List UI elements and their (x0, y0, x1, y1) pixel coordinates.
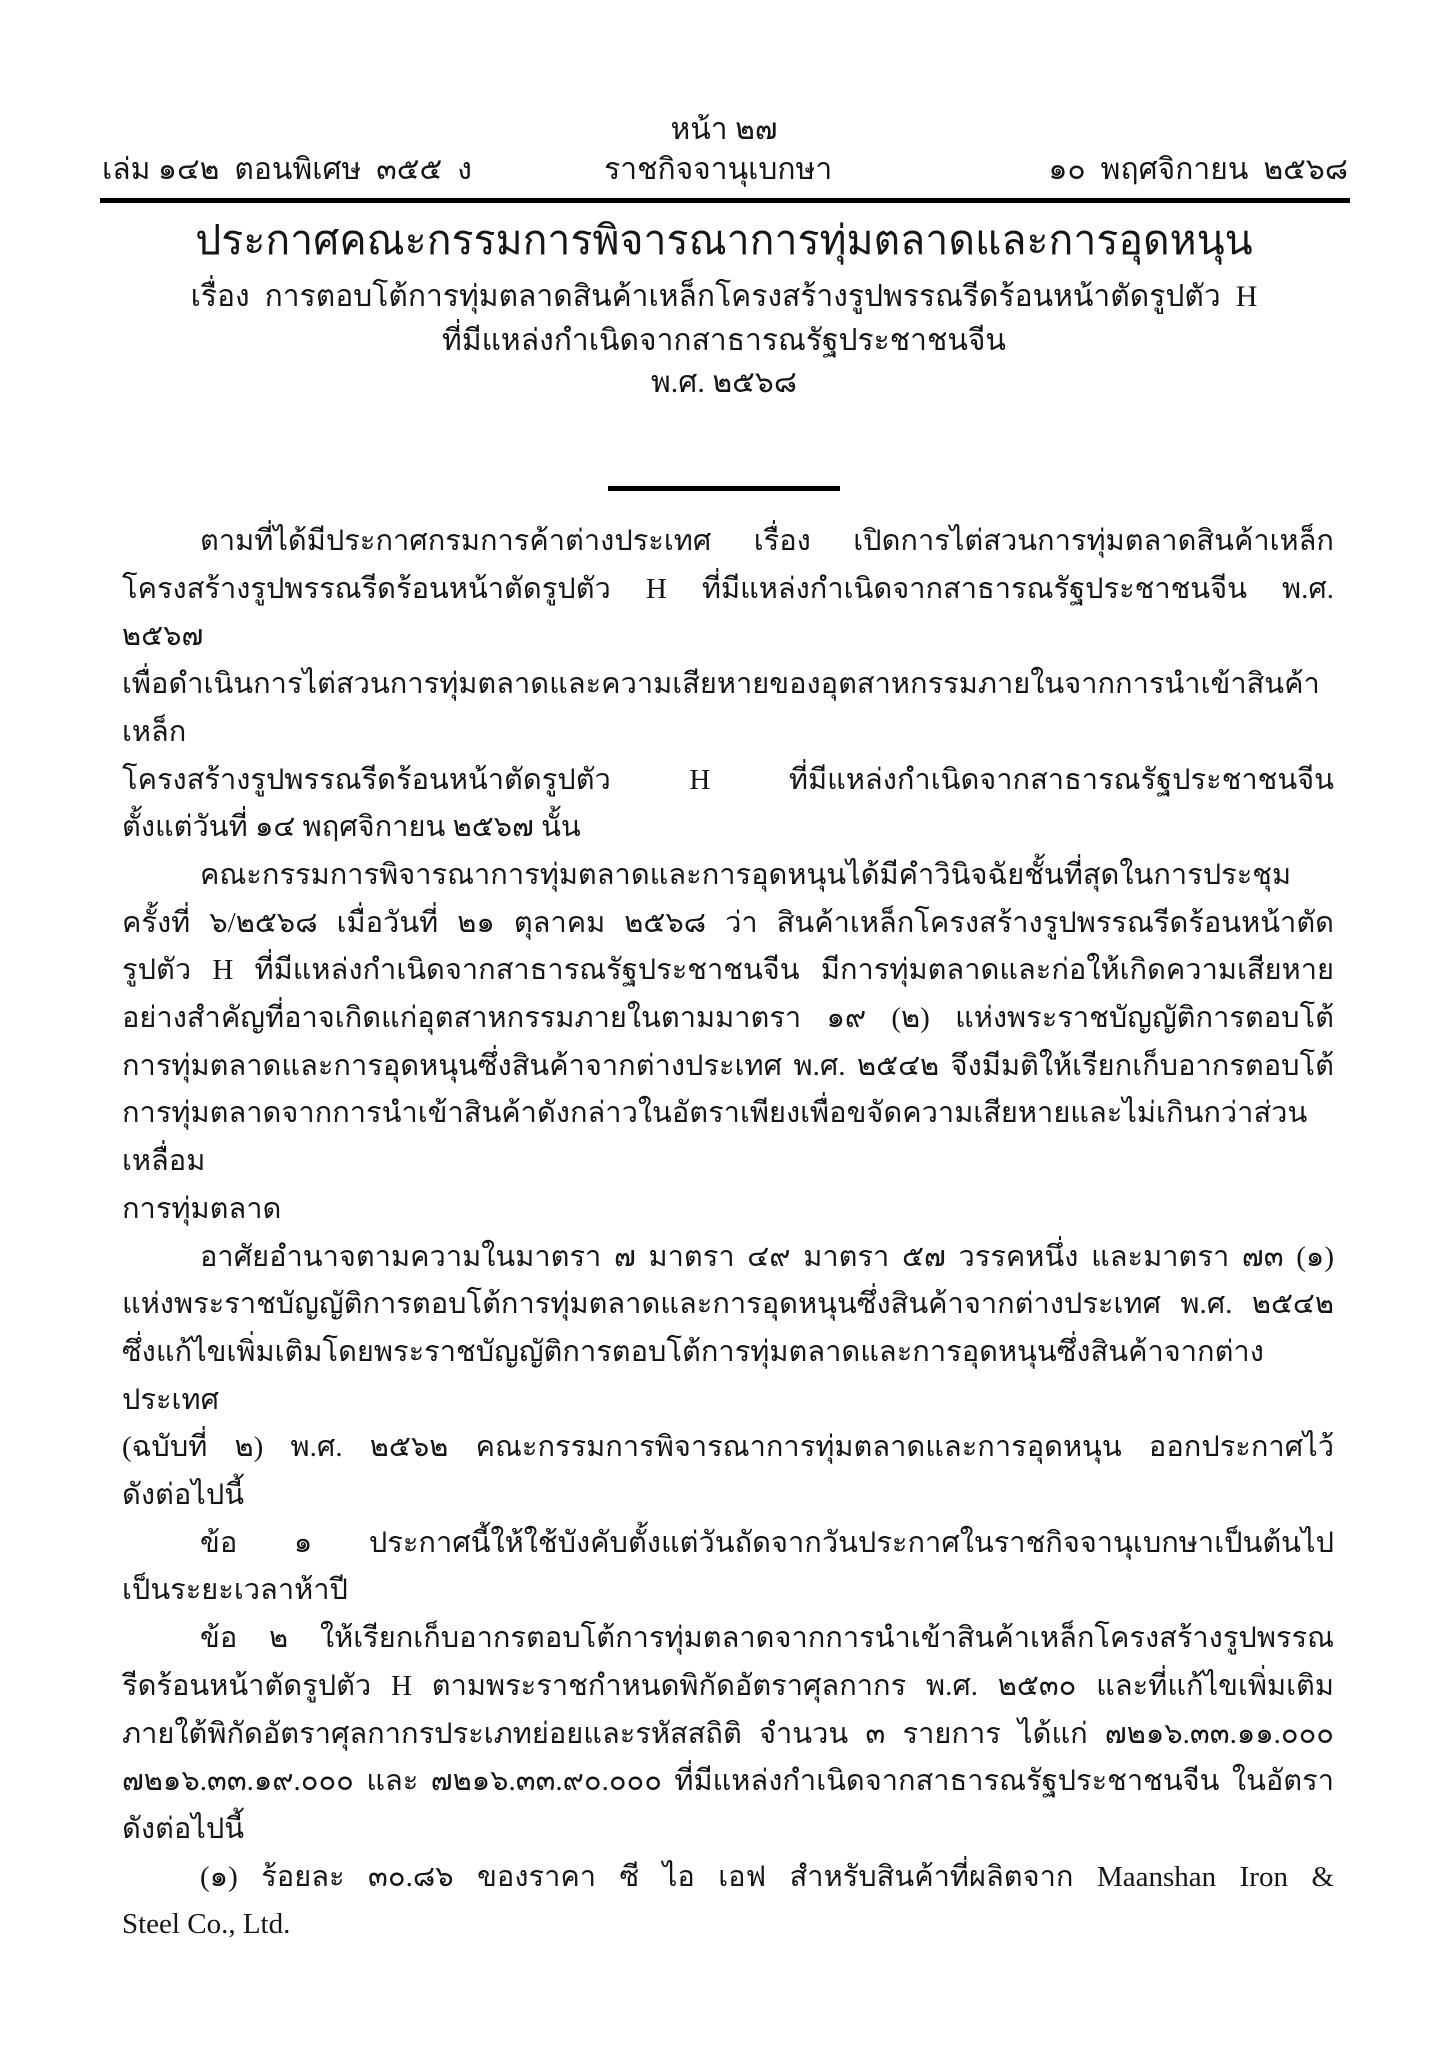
masthead-date: ๑๐ พฤศจิกายน ๒๕๖๘ (1048, 153, 1348, 186)
section-divider-rule (608, 486, 840, 491)
header-rule (100, 198, 1350, 203)
body-line: โครงสร้างรูปพรรณรีดร้อนหน้าตัดรูปตัว H ที่มีแหล่งกำเนิดจากสาธารณรัฐประชาชนจีน (122, 763, 1334, 796)
announcement-subject: เรื่อง การตอบโต้การทุ่มตลาดสินค้าเหล็กโครงสร้างรูปพรรณรีดร้อนหน้าตัดรูปตัว H (190, 280, 1258, 313)
masthead-volume-issue: เล่ม ๑๔๒ ตอนพิเศษ ๓๕๕ ง (102, 153, 472, 186)
body-line: อาศัยอำนาจตามความในมาตรา ๗ มาตรา ๔๙ มาตรา ๕๗ วรรคหนึ่ง และมาตรา ๗๓ (๑) (200, 1240, 1334, 1273)
clause-2-line: รีดร้อนหน้าตัดรูปตัว H ตามพระราชกำหนดพิกัดอัตราศุลกากร พ.ศ. ๒๕๓๐ และที่แก้ไขเพิ่มเติม (122, 1669, 1334, 1702)
announcement-year: พ.ศ. ๒๕๖๘ (651, 366, 797, 399)
clause-2-line: ๗๒๑๖.๓๓.๑๙.๐๐๐ และ ๗๒๑๖.๓๓.๙๐.๐๐๐ ที่มีแหล่งกำเนิดจากสาธารณรัฐประชาชนจีน ในอัตรา (122, 1765, 1334, 1798)
clause-1-line: เป็นระยะเวลาห้าปี (122, 1574, 348, 1607)
body-line: การทุ่มตลาดจากการนำเข้าสินค้าดังกล่าวในอัตราเพียงเพื่อขจัดความเสียหายและไม่เกินกว่าส่วนเหลื่อม (122, 1097, 1308, 1178)
body-line: (ฉบับที่ ๒) พ.ศ. ๒๕๖๒ คณะกรรมการพิจารณาการทุ่มตลาดและการอุดหนุน ออกประกาศไว้ (122, 1431, 1334, 1464)
body-line: คณะกรรมการพิจารณาการทุ่มตลาดและการอุดหนุนได้มีคำวินิจฉัยชั้นที่สุดในการประชุม (200, 858, 1292, 891)
title-block (0, 210, 1448, 404)
body-line: ซึ่งแก้ไขเพิ่มเติมโดยพระราชบัญญัติการตอบโต้การทุ่มตลาดและการอุดหนุนซึ่งสินค้าจากต่างประเทศ (122, 1335, 1264, 1416)
page-number-label: หน้า ๒๗ (670, 113, 778, 146)
announcement-title: ประกาศคณะกรรมการพิจารณาการทุ่มตลาดและการอุดหนุน (195, 217, 1253, 263)
rate-item-line: (๑) ร้อยละ ๓๐.๘๖ ของราคา ซี ไอ เอฟ สำหรับสินค้าที่ผลิตจาก Maanshan Iron & (200, 1860, 1334, 1893)
body-line: การทุ่มตลาด (122, 1192, 282, 1225)
announcement-subject-continued: ที่มีแหล่งกำเนิดจากสาธารณรัฐประชาชนจีน (442, 324, 1006, 357)
clause-2-line: ข้อ ๒ ให้เรียกเก็บอากรตอบโต้การทุ่มตลาดจากการนำเข้าสินค้าเหล็กโครงสร้างรูปพรรณ (200, 1622, 1334, 1655)
rate-item-line: Steel Co., Ltd. (122, 1908, 291, 1941)
body-line: ตั้งแต่วันที่ ๑๔ พฤศจิกายน ๒๕๖๗ นั้น (122, 811, 581, 844)
body-line: โครงสร้างรูปพรรณรีดร้อนหน้าตัดรูปตัว H ที่มีแหล่งกำเนิดจากสาธารณรัฐประชาชนจีน พ.ศ. ๒๕๖๗ (122, 572, 1342, 653)
body-line: แห่งพระราชบัญญัติการตอบโต้การทุ่มตลาดและการอุดหนุนซึ่งสินค้าจากต่างประเทศ พ.ศ. ๒๕๔๒ (122, 1288, 1334, 1321)
document-body (122, 518, 1342, 1949)
clause-1-line: ข้อ ๑ ประกาศนี้ให้ใช้บังคับตั้งแต่วันถัดจากวันประกาศในราชกิจจานุเบกษาเป็นต้นไป (200, 1526, 1334, 1559)
masthead-gazette-name: ราชกิจจานุเบกษา (604, 153, 833, 186)
body-line: รูปตัว H ที่มีแหล่งกำเนิดจากสาธารณรัฐประชาชนจีน มีการทุ่มตลาดและก่อให้เกิดความเสียหาย (122, 954, 1334, 987)
body-line: อย่างสำคัญที่อาจเกิดแก่อุตสาหกรรมภายในตามมาตรา ๑๙ (๒) แห่งพระราชบัญญัติการตอบโต้ (122, 1002, 1334, 1035)
body-line: การทุ่มตลาดและการอุดหนุนซึ่งสินค้าจากต่างประเทศ พ.ศ. ๒๕๔๒ จึงมีมติให้เรียกเก็บอากรตอบโต้ (122, 1049, 1334, 1082)
body-line: เพื่อดำเนินการไต่สวนการทุ่มตลาดและความเสียหายของอุตสาหกรรมภายในจากการนำเข้าสินค้าเหล็ก (122, 668, 1320, 748)
body-line: ครั้งที่ ๖/๒๕๖๘ เมื่อวันที่ ๒๑ ตุลาคม ๒๕๖๘ ว่า สินค้าเหล็กโครงสร้างรูปพรรณรีดร้อนหน้าตัด (122, 906, 1334, 939)
body-line: ตามที่ได้มีประกาศกรมการค้าต่างประเทศ เรื่อง เปิดการไต่สวนการทุ่มตลาดสินค้าเหล็ก (200, 525, 1334, 557)
clause-2-line: ดังต่อไปนี้ (122, 1812, 245, 1845)
clause-2-line: ภายใต้พิกัดอัตราศุลกากรประเภทย่อยและรหัสสถิติ จำนวน ๓ รายการ ได้แก่ ๗๒๑๖.๓๓.๑๑.๐๐๐ (122, 1717, 1334, 1750)
body-line: ดังต่อไปนี้ (122, 1479, 245, 1512)
